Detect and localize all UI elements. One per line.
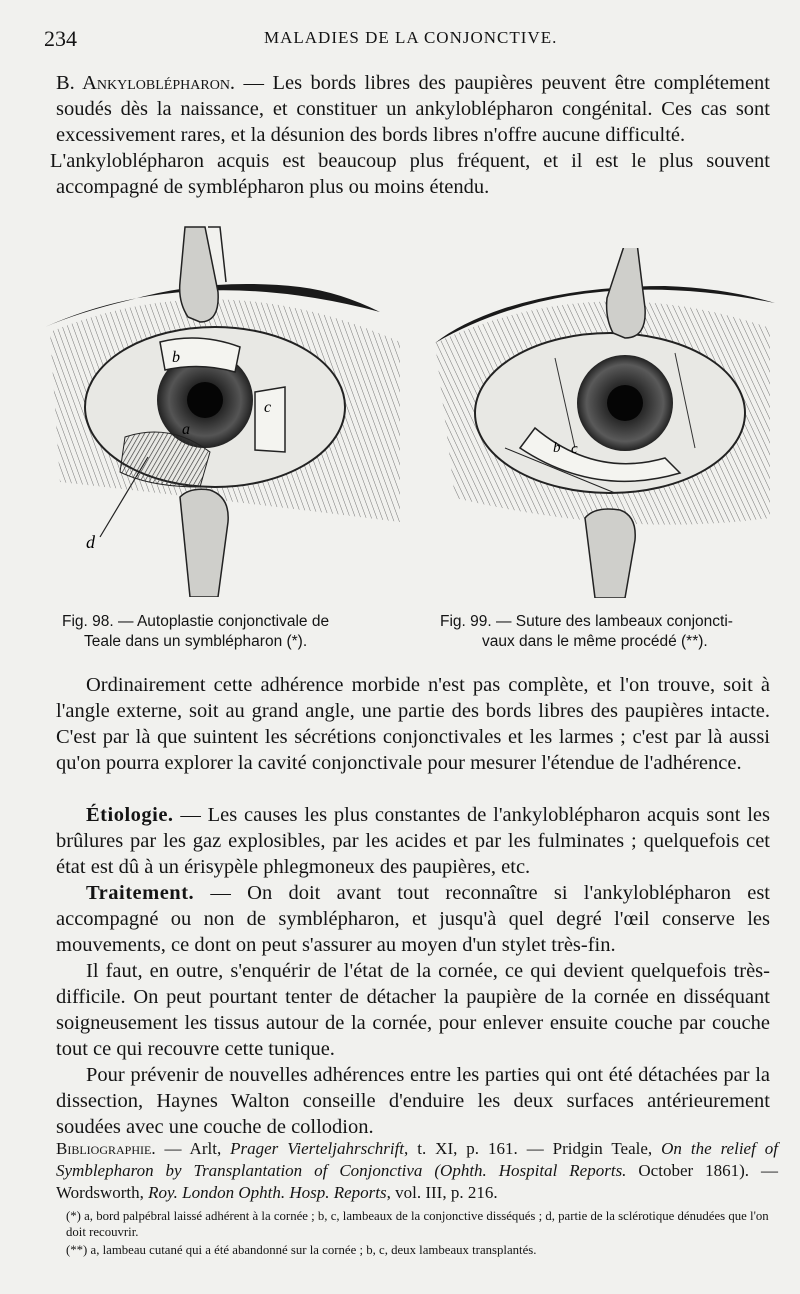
biblio-part2: , t. XI, p. 161. — Pridgin Teale, xyxy=(404,1139,662,1158)
label-b: b xyxy=(172,349,180,366)
section-b-text: — Les bords libres des paupières peuvent être complétement soudés dès la naissance, et constituer un ankyloblépharon congénital. Ces cas sont excessivement rares, et la désunion des bords libres n'offre aucune difficulté. xyxy=(56,72,770,146)
pupil xyxy=(187,382,223,418)
fig98-caption-line2: Teale dans un symblépharon (*). xyxy=(84,633,308,650)
biblio-part3: October 1861). — Wordsworth, xyxy=(56,1161,778,1202)
acquired-paragraph xyxy=(50,148,770,200)
traitement-heading: Traitement. xyxy=(86,882,195,904)
figure-98-illustration xyxy=(40,222,415,597)
etiologie-text: — Les causes les plus constantes de l'ankyloblépharon acquis sont les brûlures par les gaz explosibles, par les acides et par les fulminates ; quelquefois cet état est dû à un érisypèle phlegmoneux des paupières, etc. xyxy=(56,804,770,878)
flap-c xyxy=(255,387,285,452)
fig99-caption-line2: vaux dans le même procédé (**). xyxy=(482,633,708,650)
footnote-2: (**) a, lambeau cutané qui a été abandonné sur la cornée ; b, c, deux lambeaux transplantés. xyxy=(66,1243,537,1257)
figure-98-caption xyxy=(62,612,329,652)
paragraph-5: Pour prévenir de nouvelles adhérences entre les parties qui ont été détachées par la dissection, Haynes Walton conseille d'enduire les deux surfaces antérieurement soudées avec une couche de collodion. xyxy=(56,1064,770,1138)
page-number: 234 xyxy=(44,26,77,51)
running-header xyxy=(44,20,770,50)
etiologie-heading: Étiologie. xyxy=(86,804,174,826)
bibliography xyxy=(56,1138,778,1204)
label-c: c xyxy=(264,399,272,416)
label-b-99: b xyxy=(553,440,561,456)
label-d: d xyxy=(86,532,95,552)
biblio-part1: — Arlt, xyxy=(155,1139,231,1158)
section-b-paragraph xyxy=(56,70,770,148)
etiologie-paragraph xyxy=(56,802,770,880)
traitement-paragraph xyxy=(56,880,770,958)
upper-forceps xyxy=(180,227,219,322)
acquired-text: L'ankyloblépharon acquis est beaucoup plus fréquent, et il est le plus souvent accompagné de symblépharon plus ou moins étendu. xyxy=(50,150,770,198)
biblio-journal3: Roy. London Ophth. Hosp. Reports xyxy=(148,1183,387,1202)
label-c-99: c xyxy=(571,441,578,457)
fig98-caption-line1: Fig. 98. — Autoplastie conjonctivale de xyxy=(62,613,330,630)
fig99-caption-line1: Fig. 99. — Suture des lambeaux conjoncti- xyxy=(440,613,733,630)
figure-99-caption xyxy=(440,612,733,652)
paragraph-1: Ordinairement cette adhérence morbide n'est pas complète, et l'on trouve, soit à l'angle externe, soit au grand angle, une partie des bords libres des paupières intacte. C'est par là que suintent les sécrétions conjonctivales et les larmes ; c'est par là aussi qu'on pourra explorer la cavité conjonctivale pour mesurer l'étendue de l'adhérence. xyxy=(56,674,770,774)
section-b-label: B. Ankyloblépharon. xyxy=(56,72,236,94)
upper-forceps-99 xyxy=(607,248,646,338)
lower-forceps-99 xyxy=(585,509,635,598)
lower-forceps xyxy=(180,489,228,597)
paragraph-4: Il faut, en outre, s'enquérir de l'état de la cornée, ce qui devient quelquefois très-difficile. On peut pourtant tenter de détacher la paupière de la cornée en disséquant soigneusement les tissus autour de la cornée, pour enlever ensuite couche par couche tout ce qui recouvre cette tunique. xyxy=(56,960,770,1060)
biblio-journal1: Prager Vierteljahrschrift xyxy=(230,1139,405,1158)
label-a: a xyxy=(182,421,190,438)
traitement-text: — On doit avant tout reconnaître si l'ankyloblépharon est accompagné ou non de symblépharon, et jusqu'à quel degré l'œil conserve les mouvements, ce dont on peut s'assurer au moyen d'un stylet très-fin. xyxy=(56,882,770,956)
figure-99-illustration xyxy=(425,248,785,598)
running-title: MALADIES DE LA CONJONCTIVE. xyxy=(264,28,558,47)
pupil-99 xyxy=(607,385,643,421)
footnote-1: (*) a, bord palpébral laissé adhérent à la cornée ; b, c, lambeaux de la conjonctive disséqués ; d, partie de la sclérotique dénudées que l'on doit recouvrir. xyxy=(66,1209,769,1239)
biblio-part4: , vol. III, p. 216. xyxy=(386,1183,498,1202)
bibliography-label: Bibliographie. xyxy=(56,1139,156,1158)
biblio-title2: On the relief of Symblepharon by Transplantation of Conjonctiva (Ophth. Hospital Reports. xyxy=(56,1139,778,1180)
